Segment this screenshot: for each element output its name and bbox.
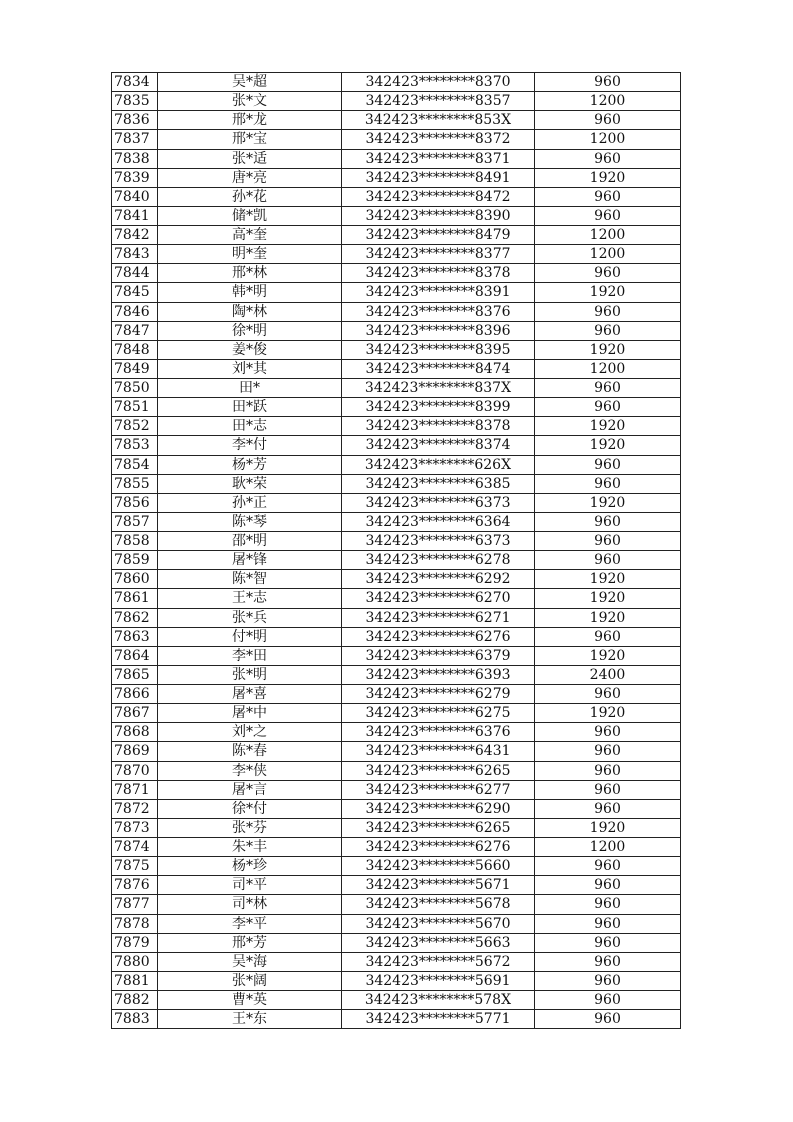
row-number-cell: 7846 [112, 302, 158, 321]
id-number-cell: 342423********8371 [342, 149, 535, 168]
id-number-cell: 342423********8374 [342, 436, 535, 455]
amount-cell: 960 [535, 914, 681, 933]
id-number-cell: 342423********6265 [342, 818, 535, 837]
name-cell: 邢*宝 [158, 130, 342, 149]
table-row [112, 283, 681, 302]
table-row [112, 685, 681, 704]
row-number-cell: 7876 [112, 876, 158, 895]
name-cell: 明*奎 [158, 245, 342, 264]
id-number-cell: 342423********578X [342, 991, 535, 1010]
table-row [112, 608, 681, 627]
row-number-cell: 7855 [112, 474, 158, 493]
id-number-cell: 342423********837X [342, 379, 535, 398]
id-number-cell: 342423********6393 [342, 665, 535, 684]
name-cell: 吴*海 [158, 952, 342, 971]
amount-cell: 960 [535, 379, 681, 398]
amount-cell: 960 [535, 895, 681, 914]
row-number-cell: 7834 [112, 73, 158, 92]
name-cell: 邢*林 [158, 264, 342, 283]
row-number-cell: 7857 [112, 512, 158, 531]
name-cell: 司*平 [158, 876, 342, 895]
id-number-cell: 342423********5771 [342, 1010, 535, 1029]
id-number-cell: 342423********6270 [342, 589, 535, 608]
table-row [112, 130, 681, 149]
id-number-cell: 342423********5670 [342, 914, 535, 933]
name-cell: 陈*智 [158, 570, 342, 589]
name-cell: 张*适 [158, 149, 342, 168]
amount-cell: 1920 [535, 340, 681, 359]
name-cell: 付*明 [158, 627, 342, 646]
name-cell: 孙*花 [158, 187, 342, 206]
name-cell: 李*平 [158, 914, 342, 933]
id-number-cell: 342423********8390 [342, 206, 535, 225]
name-cell: 陈*琴 [158, 512, 342, 531]
row-number-cell: 7874 [112, 838, 158, 857]
row-number-cell: 7853 [112, 436, 158, 455]
row-number-cell: 7838 [112, 149, 158, 168]
amount-cell: 1200 [535, 245, 681, 264]
table-row [112, 589, 681, 608]
name-cell: 刘*之 [158, 723, 342, 742]
name-cell: 李*侠 [158, 761, 342, 780]
name-cell: 邢*芳 [158, 933, 342, 952]
amount-cell: 960 [535, 551, 681, 570]
name-cell: 吴*超 [158, 73, 342, 92]
table-row [112, 723, 681, 742]
name-cell: 曹*英 [158, 991, 342, 1010]
name-cell: 王*志 [158, 589, 342, 608]
amount-cell: 960 [535, 799, 681, 818]
row-number-cell: 7882 [112, 991, 158, 1010]
row-number-cell: 7863 [112, 627, 158, 646]
row-number-cell: 7854 [112, 455, 158, 474]
amount-cell: 960 [535, 742, 681, 761]
amount-cell: 1920 [535, 608, 681, 627]
amount-cell: 960 [535, 187, 681, 206]
row-number-cell: 7835 [112, 92, 158, 111]
name-cell: 朱*丰 [158, 838, 342, 857]
amount-cell: 1200 [535, 359, 681, 378]
id-number-cell: 342423********8370 [342, 73, 535, 92]
id-number-cell: 342423********5660 [342, 857, 535, 876]
row-number-cell: 7872 [112, 799, 158, 818]
table-row [112, 321, 681, 340]
amount-cell: 960 [535, 474, 681, 493]
row-number-cell: 7852 [112, 417, 158, 436]
id-number-cell: 342423********6276 [342, 627, 535, 646]
name-cell: 孙*正 [158, 493, 342, 512]
id-number-cell: 342423********8372 [342, 130, 535, 149]
row-number-cell: 7865 [112, 665, 158, 684]
name-cell: 张*明 [158, 665, 342, 684]
table-row [112, 398, 681, 417]
amount-cell: 960 [535, 1010, 681, 1029]
row-number-cell: 7856 [112, 493, 158, 512]
amount-cell: 960 [535, 206, 681, 225]
id-number-cell: 342423********6373 [342, 532, 535, 551]
table-row [112, 838, 681, 857]
row-number-cell: 7859 [112, 551, 158, 570]
amount-cell: 960 [535, 398, 681, 417]
id-number-cell: 342423********626X [342, 455, 535, 474]
row-number-cell: 7858 [112, 532, 158, 551]
id-number-cell: 342423********8472 [342, 187, 535, 206]
name-cell: 陶*林 [158, 302, 342, 321]
id-number-cell: 342423********8399 [342, 398, 535, 417]
table-row [112, 417, 681, 436]
row-number-cell: 7875 [112, 857, 158, 876]
table-row [112, 799, 681, 818]
id-number-cell: 342423********8491 [342, 168, 535, 187]
amount-cell: 960 [535, 302, 681, 321]
table-row [112, 570, 681, 589]
id-number-cell: 342423********6290 [342, 799, 535, 818]
table-row [112, 474, 681, 493]
row-number-cell: 7873 [112, 818, 158, 837]
amount-cell: 1920 [535, 283, 681, 302]
id-number-cell: 342423********8479 [342, 226, 535, 245]
amount-cell: 960 [535, 455, 681, 474]
name-cell: 唐*亮 [158, 168, 342, 187]
name-cell: 田*志 [158, 417, 342, 436]
amount-cell: 960 [535, 991, 681, 1010]
id-number-cell: 342423********8378 [342, 417, 535, 436]
row-number-cell: 7864 [112, 646, 158, 665]
id-number-cell: 342423********8391 [342, 283, 535, 302]
id-number-cell: 342423********8357 [342, 92, 535, 111]
name-cell: 张*阔 [158, 971, 342, 990]
name-cell: 屠*喜 [158, 685, 342, 704]
row-number-cell: 7869 [112, 742, 158, 761]
row-number-cell: 7877 [112, 895, 158, 914]
amount-cell: 960 [535, 723, 681, 742]
name-cell: 耿*荣 [158, 474, 342, 493]
name-cell: 姜*俊 [158, 340, 342, 359]
table-row [112, 646, 681, 665]
amount-cell: 960 [535, 73, 681, 92]
amount-cell: 1200 [535, 130, 681, 149]
amount-cell: 960 [535, 876, 681, 895]
name-cell: 屠*中 [158, 704, 342, 723]
table-row [112, 226, 681, 245]
table-body [112, 73, 681, 1029]
row-number-cell: 7841 [112, 206, 158, 225]
row-number-cell: 7871 [112, 780, 158, 799]
name-cell: 邢*龙 [158, 111, 342, 130]
row-number-cell: 7870 [112, 761, 158, 780]
amount-cell: 1200 [535, 92, 681, 111]
table-row [112, 455, 681, 474]
id-number-cell: 342423********6379 [342, 646, 535, 665]
row-number-cell: 7843 [112, 245, 158, 264]
table-row [112, 1010, 681, 1029]
table-row [112, 818, 681, 837]
name-cell: 田* [158, 379, 342, 398]
name-cell: 李*付 [158, 436, 342, 455]
id-number-cell: 342423********6275 [342, 704, 535, 723]
row-number-cell: 7860 [112, 570, 158, 589]
table-row [112, 245, 681, 264]
row-number-cell: 7840 [112, 187, 158, 206]
id-number-cell: 342423********8474 [342, 359, 535, 378]
table-row [112, 92, 681, 111]
row-number-cell: 7861 [112, 589, 158, 608]
table-row [112, 436, 681, 455]
id-number-cell: 342423********8396 [342, 321, 535, 340]
amount-cell: 1200 [535, 838, 681, 857]
amount-cell: 1920 [535, 417, 681, 436]
id-number-cell: 342423********6265 [342, 761, 535, 780]
row-number-cell: 7883 [112, 1010, 158, 1029]
name-cell: 王*东 [158, 1010, 342, 1029]
name-cell: 张*文 [158, 92, 342, 111]
table-row [112, 665, 681, 684]
row-number-cell: 7842 [112, 226, 158, 245]
name-cell: 徐*明 [158, 321, 342, 340]
table-row [112, 971, 681, 990]
amount-cell: 1200 [535, 226, 681, 245]
table-row [112, 991, 681, 1010]
id-number-cell: 342423********5663 [342, 933, 535, 952]
amount-cell: 2400 [535, 665, 681, 684]
table-row [112, 359, 681, 378]
amount-cell: 960 [535, 512, 681, 531]
table-row [112, 149, 681, 168]
id-number-cell: 342423********6271 [342, 608, 535, 627]
amount-cell: 960 [535, 952, 681, 971]
table-row [112, 512, 681, 531]
name-cell: 张*兵 [158, 608, 342, 627]
name-cell: 邵*明 [158, 532, 342, 551]
name-cell: 高*奎 [158, 226, 342, 245]
table-row [112, 264, 681, 283]
table-row [112, 627, 681, 646]
table-row [112, 933, 681, 952]
table-row [112, 73, 681, 92]
table-row [112, 780, 681, 799]
row-number-cell: 7880 [112, 952, 158, 971]
name-cell: 屠*言 [158, 780, 342, 799]
name-cell: 屠*锋 [158, 551, 342, 570]
name-cell: 陈*春 [158, 742, 342, 761]
table-row [112, 187, 681, 206]
amount-cell: 1920 [535, 589, 681, 608]
name-cell: 韩*明 [158, 283, 342, 302]
row-number-cell: 7866 [112, 685, 158, 704]
data-table [111, 72, 681, 1029]
name-cell: 李*田 [158, 646, 342, 665]
table-row [112, 704, 681, 723]
amount-cell: 960 [535, 627, 681, 646]
amount-cell: 1920 [535, 570, 681, 589]
id-number-cell: 342423********6276 [342, 838, 535, 857]
name-cell: 杨*珍 [158, 857, 342, 876]
row-number-cell: 7879 [112, 933, 158, 952]
name-cell: 司*林 [158, 895, 342, 914]
id-number-cell: 342423********5672 [342, 952, 535, 971]
name-cell: 田*跃 [158, 398, 342, 417]
amount-cell: 960 [535, 780, 681, 799]
table-row [112, 493, 681, 512]
amount-cell: 960 [535, 761, 681, 780]
id-number-cell: 342423********6385 [342, 474, 535, 493]
id-number-cell: 342423********5691 [342, 971, 535, 990]
id-number-cell: 342423********853X [342, 111, 535, 130]
id-number-cell: 342423********6278 [342, 551, 535, 570]
amount-cell: 960 [535, 264, 681, 283]
name-cell: 杨*芳 [158, 455, 342, 474]
row-number-cell: 7868 [112, 723, 158, 742]
amount-cell: 960 [535, 857, 681, 876]
name-cell: 张*芬 [158, 818, 342, 837]
row-number-cell: 7878 [112, 914, 158, 933]
table-row [112, 340, 681, 359]
row-number-cell: 7849 [112, 359, 158, 378]
table-row [112, 532, 681, 551]
table-row [112, 952, 681, 971]
id-number-cell: 342423********5671 [342, 876, 535, 895]
row-number-cell: 7862 [112, 608, 158, 627]
id-number-cell: 342423********6373 [342, 493, 535, 512]
row-number-cell: 7837 [112, 130, 158, 149]
row-number-cell: 7845 [112, 283, 158, 302]
row-number-cell: 7848 [112, 340, 158, 359]
row-number-cell: 7851 [112, 398, 158, 417]
table-row [112, 379, 681, 398]
amount-cell: 1920 [535, 818, 681, 837]
id-number-cell: 342423********6431 [342, 742, 535, 761]
amount-cell: 960 [535, 971, 681, 990]
table-row [112, 551, 681, 570]
table-row [112, 742, 681, 761]
table-row [112, 895, 681, 914]
table-row [112, 914, 681, 933]
name-cell: 储*凯 [158, 206, 342, 225]
row-number-cell: 7839 [112, 168, 158, 187]
amount-cell: 1920 [535, 436, 681, 455]
id-number-cell: 342423********8395 [342, 340, 535, 359]
row-number-cell: 7850 [112, 379, 158, 398]
table-row [112, 857, 681, 876]
row-number-cell: 7847 [112, 321, 158, 340]
id-number-cell: 342423********6364 [342, 512, 535, 531]
amount-cell: 960 [535, 321, 681, 340]
amount-cell: 1920 [535, 704, 681, 723]
table-row [112, 876, 681, 895]
table-row [112, 168, 681, 187]
data-table-container [111, 72, 681, 1029]
id-number-cell: 342423********6376 [342, 723, 535, 742]
amount-cell: 960 [535, 685, 681, 704]
amount-cell: 960 [535, 149, 681, 168]
amount-cell: 960 [535, 111, 681, 130]
id-number-cell: 342423********6292 [342, 570, 535, 589]
id-number-cell: 342423********6277 [342, 780, 535, 799]
row-number-cell: 7836 [112, 111, 158, 130]
amount-cell: 1920 [535, 646, 681, 665]
table-row [112, 302, 681, 321]
id-number-cell: 342423********8376 [342, 302, 535, 321]
table-row [112, 206, 681, 225]
id-number-cell: 342423********8378 [342, 264, 535, 283]
table-row [112, 111, 681, 130]
name-cell: 刘*其 [158, 359, 342, 378]
id-number-cell: 342423********6279 [342, 685, 535, 704]
id-number-cell: 342423********8377 [342, 245, 535, 264]
amount-cell: 960 [535, 933, 681, 952]
amount-cell: 1920 [535, 168, 681, 187]
name-cell: 徐*付 [158, 799, 342, 818]
amount-cell: 1920 [535, 493, 681, 512]
amount-cell: 960 [535, 532, 681, 551]
id-number-cell: 342423********5678 [342, 895, 535, 914]
table-row [112, 761, 681, 780]
row-number-cell: 7844 [112, 264, 158, 283]
row-number-cell: 7881 [112, 971, 158, 990]
row-number-cell: 7867 [112, 704, 158, 723]
